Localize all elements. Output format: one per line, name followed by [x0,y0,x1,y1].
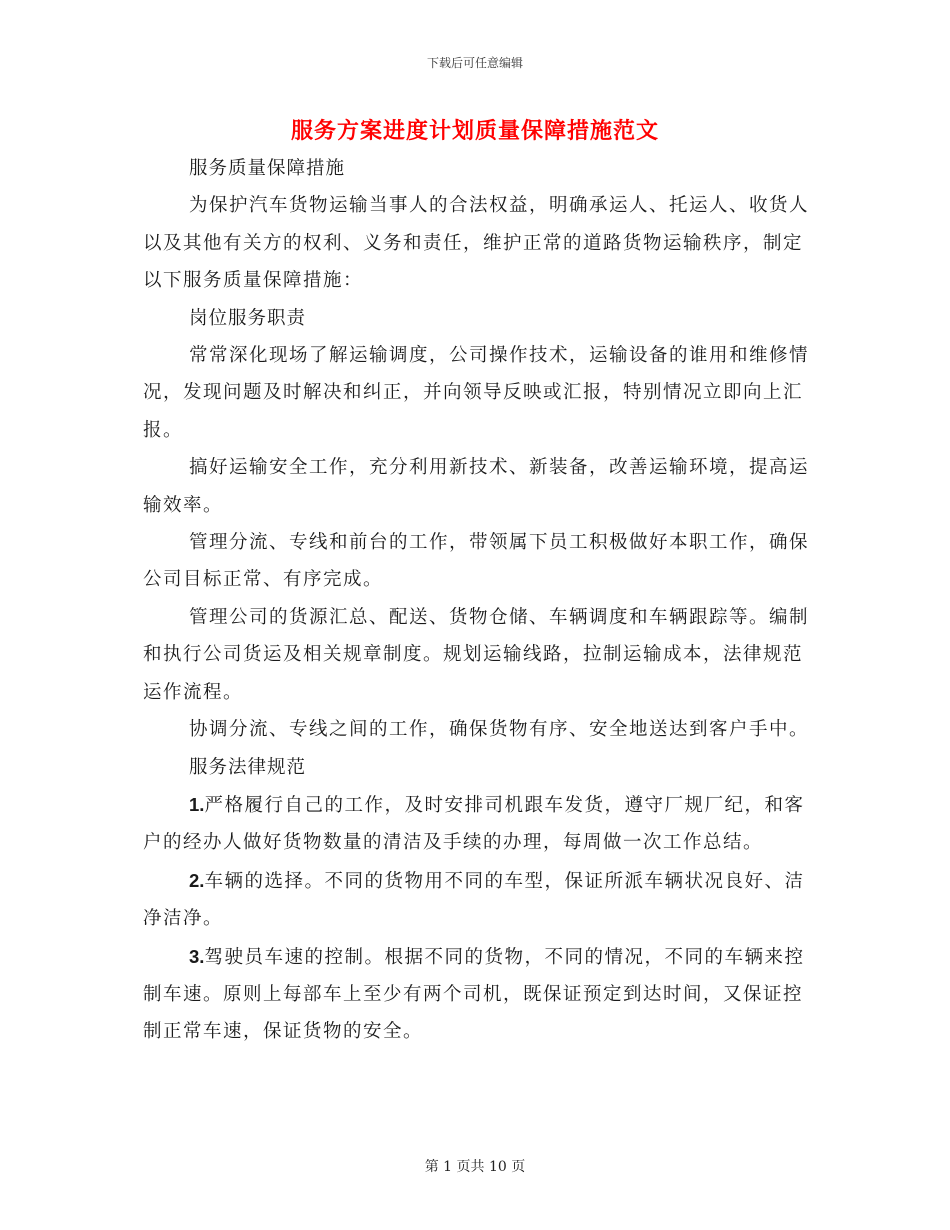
numbered-item-2 [143,862,809,938]
paragraph-duty-2: 搞好运输安全工作，充分利用新技术、新装备，改善运输环境，提高运输效率。 [143,457,810,516]
paragraph-duty-4: 管理公司的货源汇总、配送、货物仓储、车辆调度和车辆跟踪等。编制和执行公司货运及相关规章制度。规划运输线路，拉制运输成本，法律规范运作流程。 [143,606,810,703]
item-text: 严格履行自己的工作，及时安排司机跟车发货，遵守厂规厂纪，和客户的经办人做好货物数量的清洁及手续的办理，每周做一次工作总结。 [143,794,805,854]
document-body [143,150,809,1051]
page-footer: 第 1 页共 10 页 [424,1159,526,1175]
item-number: 3. [189,945,205,967]
item-text: 驾驶员车速的控制。根据不同的货物，不同的情况，不同的车辆来控制车速。原则上每部车上至少有两个司机，既保证预定到达时间，又保证控制正常车速，保证货物的安全。 [143,946,805,1043]
paragraph-intro: 为保护汽车货物运输当事人的合法权益，明确承运人、托运人、收货人以及其他有关方的权利、义务和责任，维护正常的道路货物运输秩序，制定以下服务质量保障措施： [143,195,810,292]
paragraph-duty-3: 管理分流、专线和前台的工作，带领属下员工积极做好本职工作，确保公司目标正常、有序完成。 [143,532,810,591]
item-number: 2. [189,869,205,891]
item-number: 1. [189,793,205,815]
numbered-item-3 [143,938,809,1051]
paragraph-duty-1: 常常深化现场了解运输调度，公司操作技术，运输设备的谁用和维修情况，发现问题及时解决和纠正，并向领导反映或汇报，特别情况立即向上汇报。 [143,345,810,441]
numbered-item-1 [143,786,809,862]
item-text: 车辆的选择。不同的货物用不同的车型，保证所派车辆状况良好、洁净洁净。 [143,870,805,930]
document-title: 服务方案进度计划质量保障措施范文 [290,118,659,144]
paragraph-duty-5: 协调分流、专线之间的工作，确保货物有序、安全地送达到客户手中。 [189,719,810,741]
section-heading-quality: 服务质量保障措施 [189,158,346,179]
section-heading-duties: 岗位服务职责 [189,307,307,329]
section-heading-legal: 服务法律规范 [189,756,307,778]
header-note: 下载后可任意编辑 [426,56,523,70]
